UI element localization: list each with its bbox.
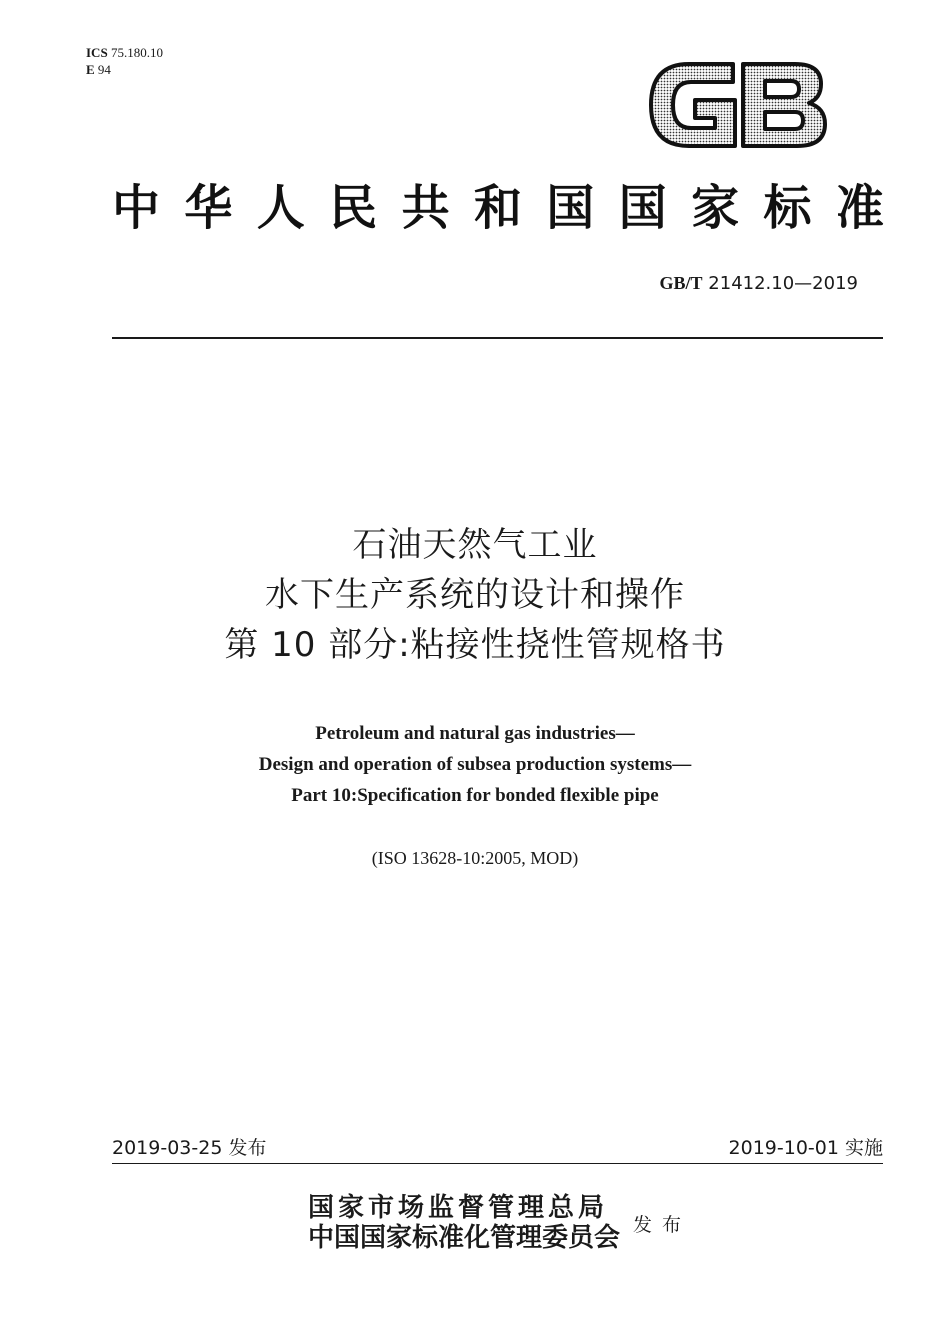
english-title-line: Design and operation of subsea production systems— xyxy=(258,754,692,775)
chinese-title xyxy=(0,520,950,670)
iso-reference: (ISO 13628-10:2005, MOD) xyxy=(371,848,579,868)
chinese-title-line: 第 10 部分:粘接性挠性管规格书 xyxy=(224,625,726,665)
english-title-line: Part 10:Specification for bonded flexible pipe xyxy=(291,785,659,806)
title-char: 中 xyxy=(112,180,161,236)
title-char: 国 xyxy=(546,180,595,236)
ics-classification xyxy=(86,44,163,78)
class-label: E xyxy=(86,62,95,77)
title-char: 人 xyxy=(256,180,305,236)
standard-number xyxy=(660,273,858,294)
title-char: 准 xyxy=(835,180,884,236)
class-code: 94 xyxy=(97,62,111,77)
bottom-divider xyxy=(112,1163,883,1164)
ics-label: ICS xyxy=(86,45,108,60)
chinese-title-line: 石油天然气工业 xyxy=(352,525,598,565)
title-char: 共 xyxy=(401,180,450,236)
issuer-sac: 中国国家标准化管理委员会 xyxy=(308,1223,621,1253)
title-char: 标 xyxy=(763,180,812,236)
title-char: 和 xyxy=(473,180,522,236)
class-line xyxy=(86,61,163,78)
english-title xyxy=(0,718,950,811)
standard-prefix: GB/T xyxy=(659,273,703,293)
issue-date: 2019-03-25 发布 xyxy=(112,1137,267,1159)
english-title-line: Petroleum and natural gas industries— xyxy=(315,723,635,744)
implementation-date: 2019-10-01 实施 xyxy=(728,1137,883,1159)
top-divider xyxy=(112,337,883,339)
title-char: 家 xyxy=(691,180,740,236)
title-char: 国 xyxy=(618,180,667,236)
chinese-title-line: 水下生产系统的设计和操作 xyxy=(265,575,685,615)
gb-logo-icon xyxy=(645,56,830,154)
title-char: 华 xyxy=(184,180,233,236)
ics-line xyxy=(86,44,163,61)
issuing-organizations xyxy=(308,1193,620,1253)
title-char: 民 xyxy=(329,180,378,236)
standard-code: 21412.10—2019 xyxy=(708,273,858,294)
issue-label: 发布 xyxy=(633,1214,692,1236)
national-standard-title xyxy=(112,178,884,238)
ics-code: 75.180.10 xyxy=(110,45,163,60)
issuer-samr: 国家市场监督管理总局 xyxy=(308,1193,609,1223)
